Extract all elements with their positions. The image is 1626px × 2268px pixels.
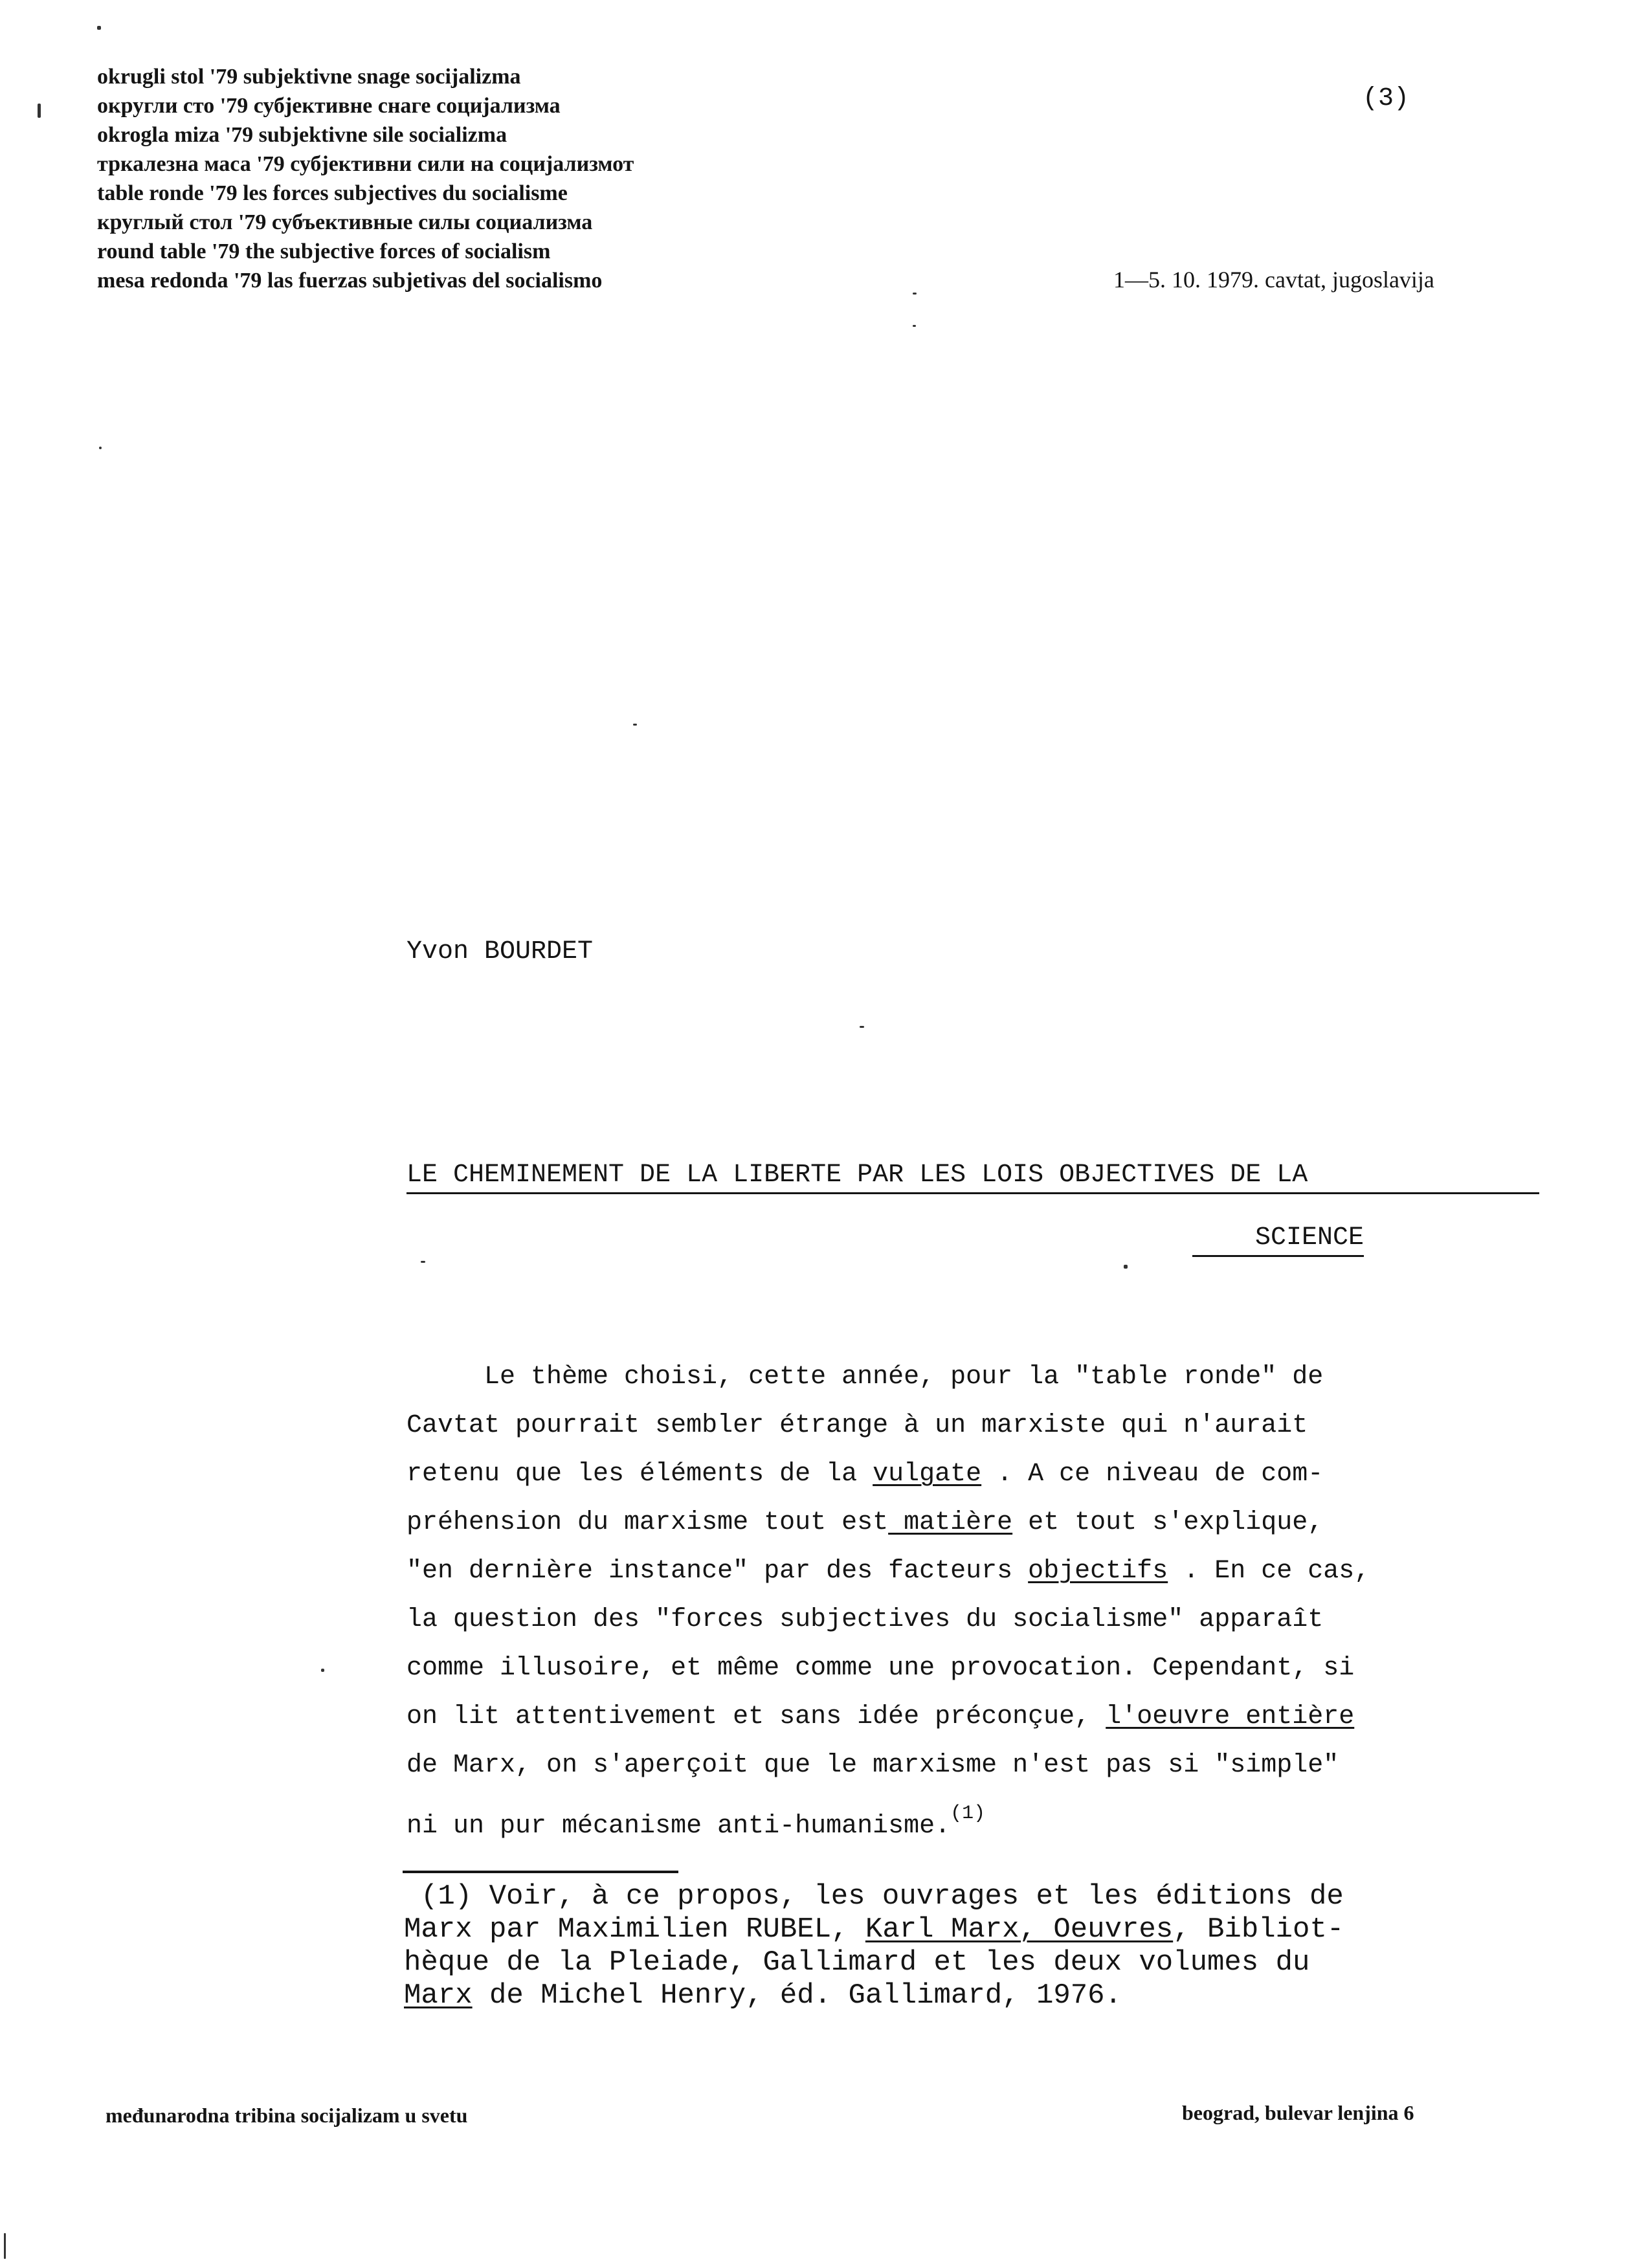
- footnote-line: hèque de la Pleiade, Gallimard et les deux volumes du: [404, 1946, 1310, 1979]
- page-number: (3): [1363, 84, 1410, 113]
- header-line-french: table ronde '79 les forces subjectives du socialisme: [97, 181, 568, 205]
- scan-speck: [860, 1026, 864, 1028]
- body-paragraph: [406, 1353, 1598, 1841]
- footnote-line: (1) Voir, à ce propos, les ouvrages et les éditions de: [421, 1880, 1344, 1913]
- footnote-text-segment: de Michel Henry, éd. Gallimard, 1976.: [472, 1979, 1122, 2012]
- body-line: [406, 1450, 1598, 1498]
- footnote-text-segment: Marx par Maximilien RUBEL,: [404, 1913, 865, 1946]
- conference-date-location: 1—5. 10. 1979. cavtat, jugoslavija: [1113, 267, 1434, 293]
- body-line: Le thème choisi, cette année, pour la "table ronde" de: [484, 1362, 1324, 1392]
- footnote-reference: (1): [950, 1803, 986, 1825]
- body-line: [406, 1547, 1598, 1595]
- body-text-segment: on lit attentivement et sans idée préconçue,: [406, 1702, 1106, 1731]
- scan-speck: [633, 724, 637, 726]
- footer-address: beograd, bulevar lenjina 6: [1182, 2101, 1414, 2124]
- footnote: [404, 1880, 1569, 2012]
- body-text-segment: ni un pur mécanisme anti-humanisme.: [406, 1812, 951, 1841]
- scan-speck: [913, 325, 916, 327]
- body-text-segment: retenu que les éléments de la: [406, 1460, 873, 1489]
- body-line: Cavtat pourrait sembler étrange à un marxiste qui n'aurait: [406, 1411, 1308, 1440]
- header-line-serbian: округли сто '79 субјективне снаге социјализма: [97, 94, 561, 118]
- underlined-term-matiere: matière: [888, 1508, 1013, 1537]
- scan-speck: [1124, 1265, 1128, 1269]
- body-line: la question des "forces subjectives du socialisme" apparaît: [406, 1605, 1324, 1634]
- body-line: de Marx, on s'aperçoit que le marxisme n'est pas si "simple": [406, 1751, 1339, 1780]
- paper-title-line-2: SCIENCE: [1192, 1223, 1364, 1257]
- header-line-english: round table '79 the subjective forces of socialism: [97, 239, 551, 263]
- body-line: comme illusoire, et même comme une provocation. Cependant, si: [406, 1654, 1355, 1683]
- header-line-macedonian: тркалезна маса '79 субјективни сили на социјализмот: [97, 152, 634, 176]
- footnote-line: [404, 1979, 1569, 2012]
- underlined-term-oeuvre-entiere: l'oeuvre entière: [1106, 1702, 1355, 1731]
- body-line: [406, 1498, 1598, 1547]
- scan-speck: [4, 2233, 6, 2259]
- body-text-segment: et tout s'explique,: [1012, 1508, 1324, 1537]
- underlined-term-objectifs: objectifs: [1028, 1557, 1168, 1586]
- scan-speck: [99, 447, 102, 449]
- body-text-segment: . En ce cas,: [1168, 1557, 1370, 1586]
- header-line-slovenian: okrogla miza '79 subjektivne sile socializma: [97, 123, 507, 147]
- author-name: Yvon BOURDET: [406, 937, 594, 966]
- scan-speck: [38, 104, 41, 118]
- paper-title-line-1: LE CHEMINEMENT DE LA LIBERTE PAR LES LOIS OBJECTIVES DE LA: [406, 1161, 1539, 1194]
- footer-organization: međunarodna tribina socijalizam u svetu: [106, 2104, 468, 2127]
- scan-speck: [321, 1669, 324, 1672]
- body-line: [406, 1790, 1598, 1841]
- conference-header: [97, 62, 1003, 295]
- body-text-segment: "en dernière instance" par des facteurs: [406, 1557, 1029, 1586]
- footnote-text-segment: , Bibliot-: [1173, 1913, 1344, 1946]
- underlined-book-title: Marx: [404, 1979, 473, 2012]
- body-text-segment: préhension du marxisme tout est: [406, 1508, 889, 1537]
- footnote-line: [404, 1913, 1569, 1946]
- underlined-book-title: Karl Marx, Oeuvres: [865, 1913, 1174, 1946]
- body-text-segment: . A ce niveau de com-: [981, 1460, 1324, 1489]
- scan-speck: [97, 26, 101, 30]
- scan-speck: [913, 293, 917, 295]
- header-line-spanish: mesa redonda '79 las fuerzas subjetivas del socialismo: [97, 269, 603, 293]
- header-line-russian: круглый стол '79 субъективные силы социализма: [97, 210, 593, 234]
- scan-speck: [421, 1261, 425, 1263]
- footnote-separator: [403, 1871, 678, 1873]
- underlined-term-vulgate: vulgate: [873, 1460, 982, 1489]
- body-line: [406, 1693, 1598, 1741]
- header-line-croatian: okrugli stol '79 subjektivne snage socijalizma: [97, 65, 521, 89]
